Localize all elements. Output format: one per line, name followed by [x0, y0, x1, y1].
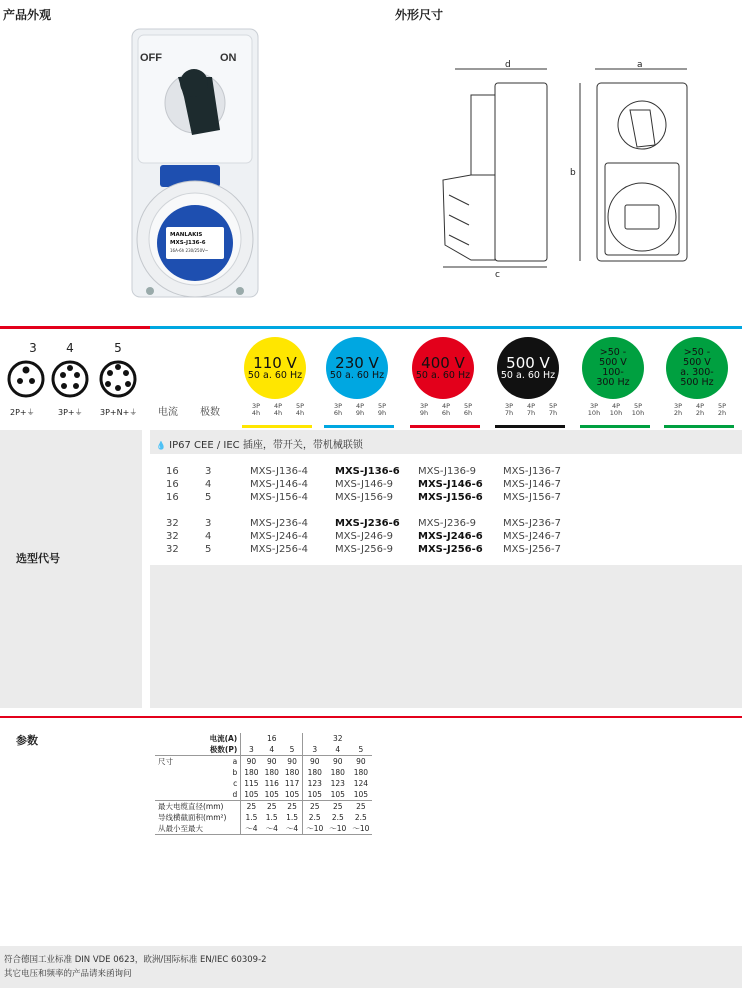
hour-code: 10h: [609, 409, 623, 418]
voltage-bar-5: [664, 425, 734, 428]
param-row-key: d: [229, 789, 240, 800]
param-row-label: 导线横截面积(mm²): [158, 812, 227, 822]
voltage-circle-1: [326, 337, 388, 399]
hour-code: 2h: [673, 409, 683, 418]
pole-code: 4P: [695, 402, 705, 410]
pole-hour-5-1: [691, 403, 709, 417]
param-pole: 5: [282, 744, 303, 756]
hour-code: 9h: [377, 409, 387, 418]
model-code: MXS-J136-7: [503, 466, 561, 477]
pole-hour-3-1: [522, 403, 540, 417]
voltage-label-1: 230 V: [335, 353, 379, 372]
pole-code: 3P: [589, 402, 599, 410]
ip-line-text: IP67 CEE / IEC 插座，带开关，带机械联锁: [169, 440, 363, 451]
hour-code: 6h: [333, 409, 343, 418]
hour-code: 7h: [526, 409, 536, 418]
hour-code: 7h: [504, 409, 514, 418]
row-current: 16: [166, 466, 179, 477]
param-value: ～4: [282, 823, 303, 835]
voltage-circle-2: [412, 337, 474, 399]
pole-code: 4P: [441, 402, 451, 410]
pole-5: 5: [114, 341, 122, 355]
row-current: 16: [166, 479, 179, 490]
frequency-label-1: 50 a. 60 Hz: [329, 369, 385, 381]
param-value: 90: [356, 757, 366, 766]
param-row-label: [155, 767, 229, 778]
pole-code: 3P: [673, 402, 683, 410]
frequency-label-2: 50 a. 60 Hz: [415, 369, 471, 381]
pole-code: 5P: [377, 402, 387, 410]
hour-code: 2h: [717, 409, 727, 418]
pole-code: 5P: [633, 402, 643, 410]
voltage-circle-5: [666, 337, 728, 399]
param-value: 105: [303, 789, 327, 800]
pole-code: 3P: [251, 402, 261, 410]
row-poles: 4: [205, 531, 212, 542]
model-code: MXS-J146-4: [250, 479, 308, 490]
pole-code: 5P: [717, 402, 727, 410]
param-value: 90: [287, 757, 297, 766]
voltage-circle-3: [497, 337, 559, 399]
ip-line: [156, 436, 363, 451]
hour-code: 7h: [548, 409, 558, 418]
param-value: 105: [241, 789, 262, 800]
param-value: 25: [356, 801, 366, 811]
pole-code: 4P: [611, 402, 621, 410]
model-code: MXS-J136-6: [335, 466, 400, 477]
model-code: MXS-J156-4: [250, 492, 308, 503]
param-value: ～4: [262, 823, 282, 835]
row-poles: 3: [205, 518, 212, 529]
param-value: 117: [284, 779, 300, 788]
footer-line-1: 符合德国工业标准 DIN VDE 0623，欧洲/国际标准 EN/IEC 60309-2: [4, 955, 267, 965]
param-current-label: 电流(A): [209, 734, 238, 743]
model-code: MXS-J246-4: [250, 531, 308, 542]
model-code: MXS-J246-6: [418, 531, 483, 542]
voltage-header: [150, 333, 742, 428]
pole-code: 5P: [295, 402, 305, 410]
param-value: 105: [282, 789, 303, 800]
model-code: MXS-J236-6: [335, 518, 400, 529]
pole-code: 3P: [419, 402, 429, 410]
model-code: MXS-J156-9: [335, 492, 393, 503]
frequency-label-0: 50 a. 60 Hz: [247, 369, 303, 381]
pole-hour-1-0: [329, 403, 347, 417]
param-value: 1.5: [286, 812, 299, 822]
param-value: 105: [326, 789, 349, 800]
param-value: 2.5: [354, 812, 367, 822]
model-code: MXS-J256-9: [335, 544, 393, 555]
pole-hour-3-2: [544, 403, 562, 417]
voltage-circle-0: [244, 337, 306, 399]
model-code: MXS-J256-7: [503, 544, 561, 555]
param-pole: 4: [262, 744, 282, 756]
row-current: 16: [166, 492, 179, 503]
dim-c-label: c: [495, 270, 500, 280]
param-row-key: b: [232, 768, 238, 777]
param-value: 180: [264, 768, 279, 777]
model-code: MXS-J146-7: [503, 479, 561, 490]
model-code: MXS-J256-4: [250, 544, 308, 555]
dim-a-label: a: [637, 60, 643, 70]
row-poles: 5: [205, 492, 212, 503]
param-value: 123: [330, 779, 345, 788]
pole-3-caption: 2P+⏚: [10, 408, 35, 417]
pole-hour-2-1: [437, 403, 455, 417]
pole-socket-icons: [0, 357, 142, 403]
voltage-bar-4: [580, 425, 650, 428]
param-value: 123: [303, 778, 327, 789]
param-value: 105: [349, 789, 372, 800]
pole-4: 4: [66, 341, 74, 355]
model-code: MXS-J246-9: [335, 531, 393, 542]
param-value: 25: [333, 801, 343, 811]
pole-hour-2-0: [415, 403, 433, 417]
params-table: [155, 733, 372, 835]
on-label: ON: [220, 52, 237, 64]
param-value: 2.5: [331, 812, 344, 822]
voltage-label-2: 400 V: [421, 353, 465, 372]
param-value: ～10: [326, 823, 349, 835]
model-code: MXS-J156-6: [418, 492, 483, 503]
row-current: 32: [166, 531, 179, 542]
divider-red: [0, 326, 150, 329]
param-current-0: 16: [241, 733, 303, 744]
row-poles: 4: [205, 479, 212, 490]
hour-code: 10h: [587, 409, 601, 418]
voltage-label-5: >50 - 500 V a. 300- 500 Hz: [680, 347, 714, 388]
pole-5-caption: 3P+N+⏚: [100, 408, 138, 417]
model-code: MXS-J246-7: [503, 531, 561, 542]
voltage-bar-2: [410, 425, 480, 428]
param-value: 105: [262, 789, 282, 800]
off-label: OFF: [140, 52, 162, 64]
pole-hour-4-0: [585, 403, 603, 417]
param-value: 2.5: [303, 812, 327, 823]
pole-hour-4-1: [607, 403, 625, 417]
hour-code: 9h: [419, 409, 429, 418]
voltage-label-0: 110 V: [253, 353, 297, 372]
param-value: 25: [287, 801, 297, 811]
voltage-bar-3: [495, 425, 565, 428]
pole-4-caption: 3P+⏚: [58, 408, 83, 417]
param-pole: 3: [241, 744, 262, 756]
param-value: 180: [284, 768, 300, 777]
param-value: ～10: [349, 823, 372, 835]
dim-d-label: d: [505, 60, 511, 70]
hour-code: 4h: [251, 409, 261, 418]
hour-code: 6h: [441, 409, 451, 418]
spec-label: 16A-6h 230/250V~: [170, 248, 209, 253]
pole-hour-5-0: [669, 403, 687, 417]
pole-hour-0-2: [291, 403, 309, 417]
hour-code: 4h: [295, 409, 305, 418]
table-bottom-band: [150, 565, 742, 708]
param-row-label: 尺寸: [158, 757, 173, 766]
model-code: MXS-J236-4: [250, 518, 308, 529]
dimension-drawing: [425, 55, 725, 295]
param-row-key: a: [232, 757, 238, 766]
voltage-label-3: 500 V: [506, 353, 550, 372]
param-value: 90: [303, 756, 327, 768]
model-code: MXS-J146-6: [418, 479, 483, 490]
voltage-label-4: >50 - 500 V 100- 300 Hz: [596, 347, 630, 388]
dimensions-heading: 外形尺寸: [395, 8, 444, 22]
col-current-header: 电流: [158, 407, 178, 418]
param-value: 115: [241, 778, 262, 789]
product-appearance-heading: 产品外观: [3, 8, 52, 22]
param-row-label: 最大电缆直径(mm): [158, 801, 224, 811]
pole-hour-5-2: [713, 403, 731, 417]
model-code: MXS-J236-7: [503, 518, 561, 529]
pole-hour-0-0: [247, 403, 265, 417]
param-pole: 5: [349, 744, 372, 756]
param-row-key: [229, 823, 240, 835]
pole-3: 3: [29, 341, 37, 355]
model-code: MXS-J236-9: [418, 518, 476, 529]
pole-hour-4-2: [629, 403, 647, 417]
hour-code: 9h: [355, 409, 365, 418]
param-row-key: [229, 800, 240, 812]
divider-blue: [150, 326, 742, 329]
param-value: 90: [266, 757, 277, 766]
param-pole: 4: [326, 744, 349, 756]
footer-line-2: 其它电压和频率的产品请来函询问: [4, 969, 132, 979]
param-row-label: 从最小至最大: [155, 823, 229, 835]
param-poles-label: 极数(P): [155, 744, 241, 756]
col-poles-header: 极数: [200, 407, 220, 418]
row-current: 32: [166, 544, 179, 555]
param-value: 180: [241, 767, 262, 778]
param-value: 116: [264, 779, 279, 788]
param-value: 1.5: [265, 812, 278, 822]
dim-b-label: b: [570, 168, 576, 178]
hour-code: 2h: [695, 409, 705, 418]
hour-code: 4h: [273, 409, 283, 418]
param-row-label: [155, 778, 229, 789]
params-table-wrap: [155, 733, 372, 835]
pole-code: 4P: [526, 402, 536, 410]
drop-icon: 💧: [156, 441, 166, 450]
voltage-bar-1: [324, 425, 394, 428]
voltage-circle-4: [582, 337, 644, 399]
param-value: 180: [303, 767, 327, 778]
pole-code: 5P: [463, 402, 473, 410]
row-poles: 3: [205, 466, 212, 477]
row-poles: 5: [205, 544, 212, 555]
frequency-label-3: 50 a. 60 Hz: [500, 369, 556, 381]
model-code: MXS-J146-9: [335, 479, 393, 490]
pole-code: 4P: [355, 402, 365, 410]
param-value: 1.5: [241, 812, 262, 823]
selection-sidebar: [0, 430, 142, 708]
model-code: MXS-J156-7: [503, 492, 561, 503]
param-value: 25: [303, 800, 327, 812]
model-label: MXS-J136-6: [170, 240, 206, 246]
param-value: ～4: [241, 823, 262, 835]
model-code: MXS-J136-9: [418, 466, 476, 477]
model-code: MXS-J256-6: [418, 544, 483, 555]
params-divider: [0, 716, 742, 718]
selection-heading: 选型代号: [16, 552, 60, 565]
param-value: 180: [330, 768, 345, 777]
param-value: 180: [353, 768, 369, 777]
hour-code: 6h: [463, 409, 473, 418]
pole-code: 4P: [273, 402, 283, 410]
pole-code: 3P: [333, 402, 343, 410]
pole-hour-2-2: [459, 403, 477, 417]
pole-icons: [0, 333, 142, 425]
pole-code: 3P: [504, 402, 514, 410]
product-image: [120, 25, 270, 300]
param-current-1: 32: [303, 733, 373, 744]
pole-hour-0-1: [269, 403, 287, 417]
param-value: 25: [241, 800, 262, 812]
model-code: MXS-J136-4: [250, 466, 308, 477]
param-pole: 3: [303, 744, 327, 756]
row-current: 32: [166, 518, 179, 529]
param-value: 25: [266, 801, 277, 811]
pole-hour-1-1: [351, 403, 369, 417]
voltage-bar-0: [242, 425, 312, 428]
pole-hour-1-2: [373, 403, 391, 417]
params-heading: 参数: [16, 734, 38, 747]
param-value: ～10: [303, 823, 327, 835]
hour-code: 10h: [631, 409, 645, 418]
param-value: 90: [241, 756, 262, 768]
param-row-key: c: [233, 779, 238, 788]
brand-label: MANLAKIS: [170, 232, 203, 238]
param-row-key: [229, 812, 240, 823]
pole-hour-3-0: [500, 403, 518, 417]
param-value: 90: [333, 757, 343, 766]
param-row-label: [155, 789, 229, 800]
param-value: 124: [353, 779, 369, 788]
pole-code: 5P: [548, 402, 558, 410]
